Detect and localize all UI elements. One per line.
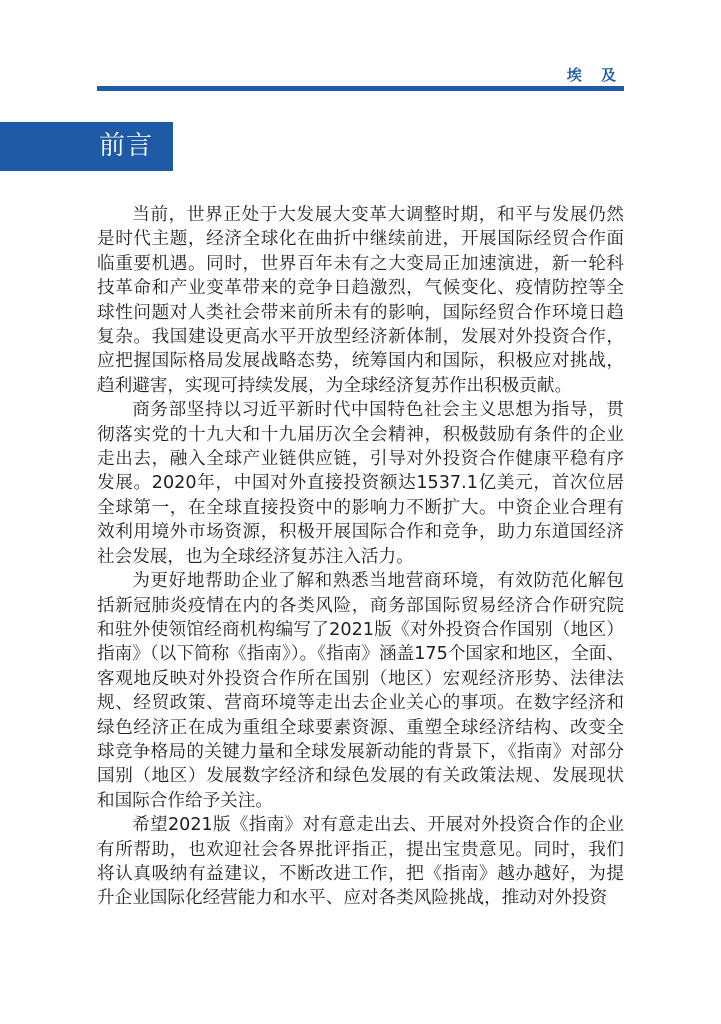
running-header: 埃 及 (566, 66, 623, 84)
section-title: 前言 (99, 131, 154, 161)
paragraph: 为更好地帮助企业了解和熟悉当地营商环境，有效防范化解包括新冠肺炎疫情在内的各类风险，商务部国际贸易经济合作研究院和驻外使领馆经商机构编写了2021版《对外投资合作国别（地区）指南》（以下简称《指南》）。《指南》涵盖175个国家和地区，全面、客观地反映对外投资合作所在国别（地区）宏观经济形势、法律法规、经贸政策、营商环境等走出去企业关心的事项。在数字经济和绿色经济正在成为重组全球要素资源、重塑全球经济结构、改变全球竞争格局的关键力量和全球发展新动能的背景下，《指南》对部分国别（地区）发展数字经济和绿色发展的有关政策法规、发展现状和国际合作给予关注。 (97, 571, 624, 811)
paragraph: 希望2021版《指南》对有意走出去、开展对外投资合作的企业有所帮助，也欢迎社会各界批评指正，提出宝贵意见。同时，我们将认真吸纳有益建议，不断改进工作，把《指南》越办越好，为提升企业国际化经营能力和水平、应对各类风险挑战，推动对外投资 (97, 815, 624, 909)
header-rule (97, 86, 624, 91)
body-text (97, 203, 624, 911)
paragraph: 商务部坚持以习近平新时代中国特色社会主义思想为指导，贯彻落实党的十九大和十九届历次全会精神，积极鼓励有条件的企业走出去，融入全球产业链供应链，引导对外投资合作健康平稳有序发展。2020年，中国对外直接投资额达1537.1亿美元，首次位居全球第一，在全球直接投资中的影响力不断扩大。中资企业合理有效利用境外市场资源，积极开展国际合作和竞争，助力东道国经济社会发展，也为全球经济复苏注入活力。 (97, 400, 624, 567)
paragraph: 当前，世界正处于大发展大变革大调整时期，和平与发展仍然是时代主题，经济全球化在曲折中继续前进，开展国际经贸合作面临重要机遇。同时，世界百年未有之大变局正加速演进，新一轮科技革命和产业变革带来的竞争日趋激烈，气候变化、疫情防控等全球性问题对人类社会带来前所未有的影响，国际经贸合作环境日趋复杂。我国建设更高水平开放型经济新体制，发展对外投资合作，应把握国际格局发展战略态势，统筹国内和国际，积极应对挑战，趋利避害，实现可持续发展，为全球经济复苏作出积极贡献。 (97, 205, 624, 396)
